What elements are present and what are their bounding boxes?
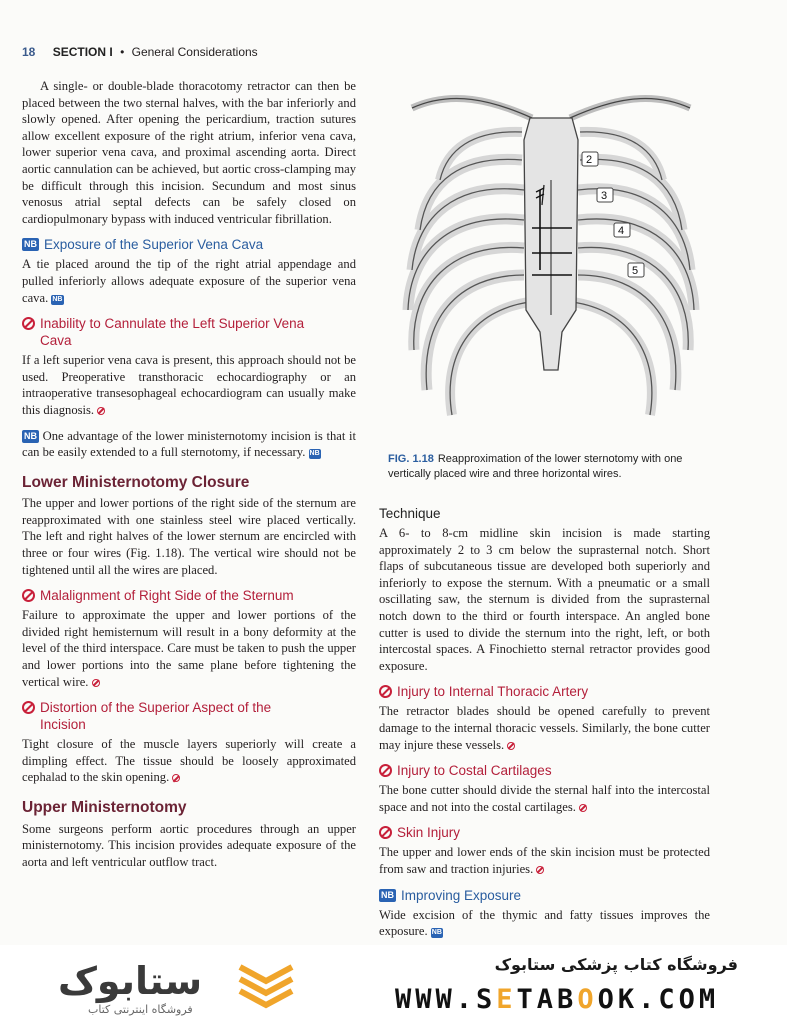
left-column	[22, 78, 356, 879]
heading-text: Skin Injury	[397, 825, 461, 841]
nb-icon: NB	[24, 239, 37, 250]
heading-internal-thoracic	[379, 683, 710, 700]
heading-exposure-svc	[22, 236, 356, 253]
section-title: General Considerations	[131, 45, 258, 59]
paragraph-text: The bone cutter should divide the sternal half into the intercostal space and not into the costal cartilages.	[379, 783, 710, 814]
paragraph-technique: A 6- to 8-cm midline skin incision is made starting approximately 2 to 3 cm below the suprasternal notch. Short flaps of subcutaneous tissue are developed both superiorly and inferiorly to expose the sternum. With a pneumatic or a small oscillating saw, the sternum is divided from the suprasternal notch down to the third or fourth interspace. An angled bone cutter is used to divide the sternum into the right, left, or both intercostal spaces. A Finochietto sternal retractor provides good exposure.	[379, 526, 710, 673]
store-logo: ستابوک	[58, 959, 203, 1003]
page-number: 18	[22, 45, 36, 59]
heading-cannulate	[22, 315, 356, 349]
rib-label: 5	[632, 265, 639, 277]
running-header	[22, 45, 258, 59]
paragraph-text: A tie placed around the tip of the right atrial appendage and pulled inferiorly allows adequate exposure of the superior vena cava.	[22, 257, 356, 305]
nb-icon: NB	[381, 889, 394, 900]
paragraph-text: If a left superior vena cava is present, this approach should not be used. Preoperative transthoracic echocardiography or an intraoperative transesophageal echocardiogram can usually make this diagnosis.	[22, 353, 356, 417]
paragraph-text: Failure to approximate the upper and lower portions of the divided right hemisternum will result in a bony deformity at the level of the third interspace. Care must be taken to push the upper and lower portions into the same plane before tightening the vertical wire.	[22, 608, 356, 689]
heading-text: Distortion of the Superior Aspect of the Incision	[40, 700, 272, 733]
nb-icon: NB	[52, 295, 63, 303]
heading-technique: Technique	[379, 506, 441, 521]
nb-icon: NB	[431, 929, 442, 937]
store-logo-subtitle: فروشگاه اینترنتی کتاب	[88, 1003, 193, 1016]
heading-improving-exposure	[379, 887, 710, 904]
heading-lower-ministernotomy-closure: Lower Ministernotomy Closure	[22, 473, 250, 491]
rib-label: 3	[601, 190, 608, 202]
paragraph-malalignment	[22, 607, 356, 690]
rib-cage-illustration	[392, 70, 710, 425]
heading-distortion	[22, 699, 356, 733]
paragraph-text: Wide excision of the thymic and fatty tissues improves the exposure.	[379, 907, 710, 939]
paragraph-text: The upper and lower ends of the skin incision must be protected from saw and traction injuries.	[379, 845, 710, 876]
heading-malalignment	[22, 587, 356, 604]
heading-text: Improving Exposure	[401, 887, 522, 903]
paragraph-svc	[22, 256, 356, 306]
left-ribs	[408, 132, 530, 415]
no-entry-icon	[22, 589, 35, 602]
heading-text: Injury to Internal Thoracic Artery	[397, 684, 589, 700]
heading-text: Malalignment of Right Side of the Sternum	[40, 588, 294, 604]
store-name: فروشگاه کتاب پزشکی ستابوک	[494, 955, 738, 974]
rib-label: 2	[586, 154, 593, 166]
figure-caption	[388, 452, 710, 482]
url-part: OK.COM	[597, 984, 720, 1015]
right-column	[379, 505, 710, 949]
heading-text: Inability to Cannulate the Left Superior Vena Cava	[40, 316, 305, 349]
paragraph-closure: The upper and lower portions of the right side of the sternum are reapproximated with one stainless steel wire placed vertically. The left and right halves of the lower sternum are encircled with three or four wires (Fig. 1.18). The vertical wire should not be tightened until all the wires are placed.	[22, 496, 356, 577]
rib-label: 4	[618, 225, 625, 237]
url-part: WWW.S	[395, 984, 497, 1015]
heading-costal-cartilages	[379, 762, 710, 779]
store-url[interactable]	[395, 984, 719, 1015]
paragraph-cannulate	[22, 352, 356, 418]
heading-upper-ministernotomy: Upper Ministernotomy	[22, 799, 187, 816]
no-entry-icon	[92, 679, 100, 687]
no-entry-icon	[22, 317, 35, 330]
paragraph-skin-injury	[379, 844, 710, 877]
chevron-logo-icon	[236, 963, 296, 1011]
paragraph-text: Tight closure of the muscle layers superiorly will create a dimpling effect. The tissue should be loosely approximated cephalad to the skin opening.	[22, 737, 356, 785]
no-entry-icon	[507, 742, 515, 750]
heading-skin-injury	[379, 824, 710, 841]
no-entry-icon	[172, 774, 180, 782]
no-entry-icon	[536, 866, 544, 874]
nb-icon: NB	[24, 430, 37, 441]
no-entry-icon	[579, 804, 587, 812]
no-entry-icon	[379, 826, 392, 839]
paragraph-text: The retractor blades should be opened carefully to prevent damage to the internal thoracic vessels. Similarly, the bone cutter may injure these vessels.	[379, 704, 710, 752]
no-entry-icon	[379, 685, 392, 698]
paragraph-distortion	[22, 736, 356, 786]
no-entry-icon	[22, 701, 35, 714]
heading-text: Injury to Costal Cartilages	[397, 763, 552, 779]
no-entry-icon	[97, 407, 105, 415]
watermark-banner	[0, 945, 787, 1023]
paragraph-upper: Some surgeons perform aortic procedures through an upper ministernotomy. This incision provides adequate exposure of the aorta and left ventricular outflow tract.	[22, 821, 356, 869]
no-entry-icon	[379, 764, 392, 777]
paragraph-advantage	[22, 428, 356, 461]
nb-icon: NB	[309, 450, 320, 458]
section-label: SECTION I	[52, 45, 113, 59]
paragraph-text: One advantage of the lower ministernotomy incision is that it can be easily extended to a full sternotomy, if necessary.	[22, 428, 356, 460]
paragraph-costal-cartilages	[379, 782, 710, 815]
paragraph-internal-thoracic	[379, 703, 710, 753]
url-part: O	[577, 984, 598, 1015]
header-separator: •	[120, 45, 125, 59]
heading-text: Exposure of the Superior Vena Cava	[44, 237, 264, 253]
paragraph-improving-exposure	[379, 907, 710, 940]
url-part: TAB	[516, 984, 578, 1015]
url-part: E	[496, 984, 517, 1015]
figure-label: FIG. 1.18	[388, 453, 434, 465]
paragraph-retractor: A single- or double-blade thoracotomy retractor can then be placed between the two sternal halves, with the bar inferiorly and slowly opened. After opening the pericardium, traction sutures allow excellent exposure of the right atrium, inferior vena cava, lower superior vena cava, and proximal ascending aorta. Direct aortic cannulation can be achieved, but aortic cross-clamping may be difficult through this incision. Secundum and most sinus venosus atrial septal defects can be safely closed on cardiopulmonary bypass with induced ventricular fibrillation.	[22, 79, 356, 226]
caption-text: Reapproximation of the lower sternotomy with one vertically placed wire and three horizontal wires.	[388, 453, 683, 480]
